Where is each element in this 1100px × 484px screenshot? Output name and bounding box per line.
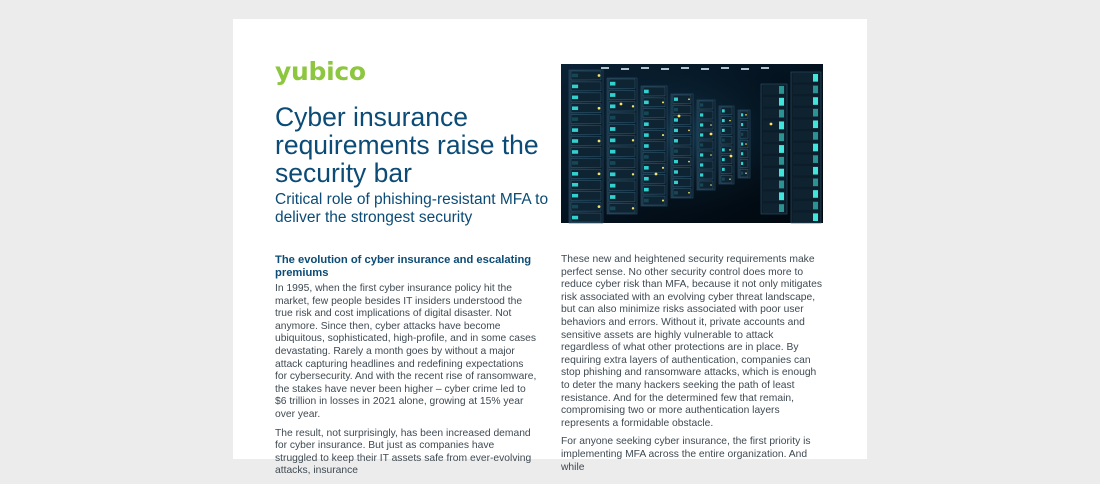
section-heading: The evolution of cyber insurance and escalating premiums: [275, 254, 532, 279]
paragraph: In 1995, when the first cyber insurance policy hit the market, few people besides IT insiders understood the true risk and cost implications of digital disaster. Not anymore. Since then, cyber attacks have become ubiquitous, sophisticated, high-profile, and in some cases devastating. Rarely a month goes by without a major attack capturing headlines and redefining expectations for cybersecurity. And with the recent rise of ransomware, the stakes have never been higher – cyber crime led to $6 trillion in losses in 2021 alone, growing at 15% year over year.: [275, 283, 537, 420]
paragraph: The result, not surprisingly, has been increased demand for cyber insurance. But just as companies have struggled to keep their IT assets safe from ever-evolving attacks, insurance: [275, 427, 532, 477]
paragraph: These new and heightened security requirements make perfect sense. No other security control does more to reduce cyber risk than MFA, because it not only mitigates risk associated with an evolving cyber threat landscape, but can also minimize risks associated with poor user behaviors and errors. Without it, private accounts and sensitive assets are highly vulnerable to attack regardless of what other protections are in place. By requiring extra layers of authentication, companies can stop phishing and ransomware attacks, which is enough to deter the many hackers seeking the path of least resistance. And for the determined few that remain, compromising two or more authentication layers represents a formidable obstacle.: [561, 254, 822, 429]
page-subtitle: Critical role of phishing-resistant MFA to deliver the strongest security: [275, 191, 549, 226]
right-column: [561, 254, 824, 480]
document-page: [233, 19, 867, 477]
server-rack-illustration: [561, 64, 823, 223]
left-column: [275, 254, 538, 484]
page-title: Cyber insurance requirements raise the security bar: [275, 102, 539, 188]
yubico-logo: yubico: [275, 57, 366, 86]
paragraph: For anyone seeking cyber insurance, the first priority is implementing MFA across the entire organization. And while: [561, 436, 811, 473]
server-rack-image: [561, 64, 823, 223]
